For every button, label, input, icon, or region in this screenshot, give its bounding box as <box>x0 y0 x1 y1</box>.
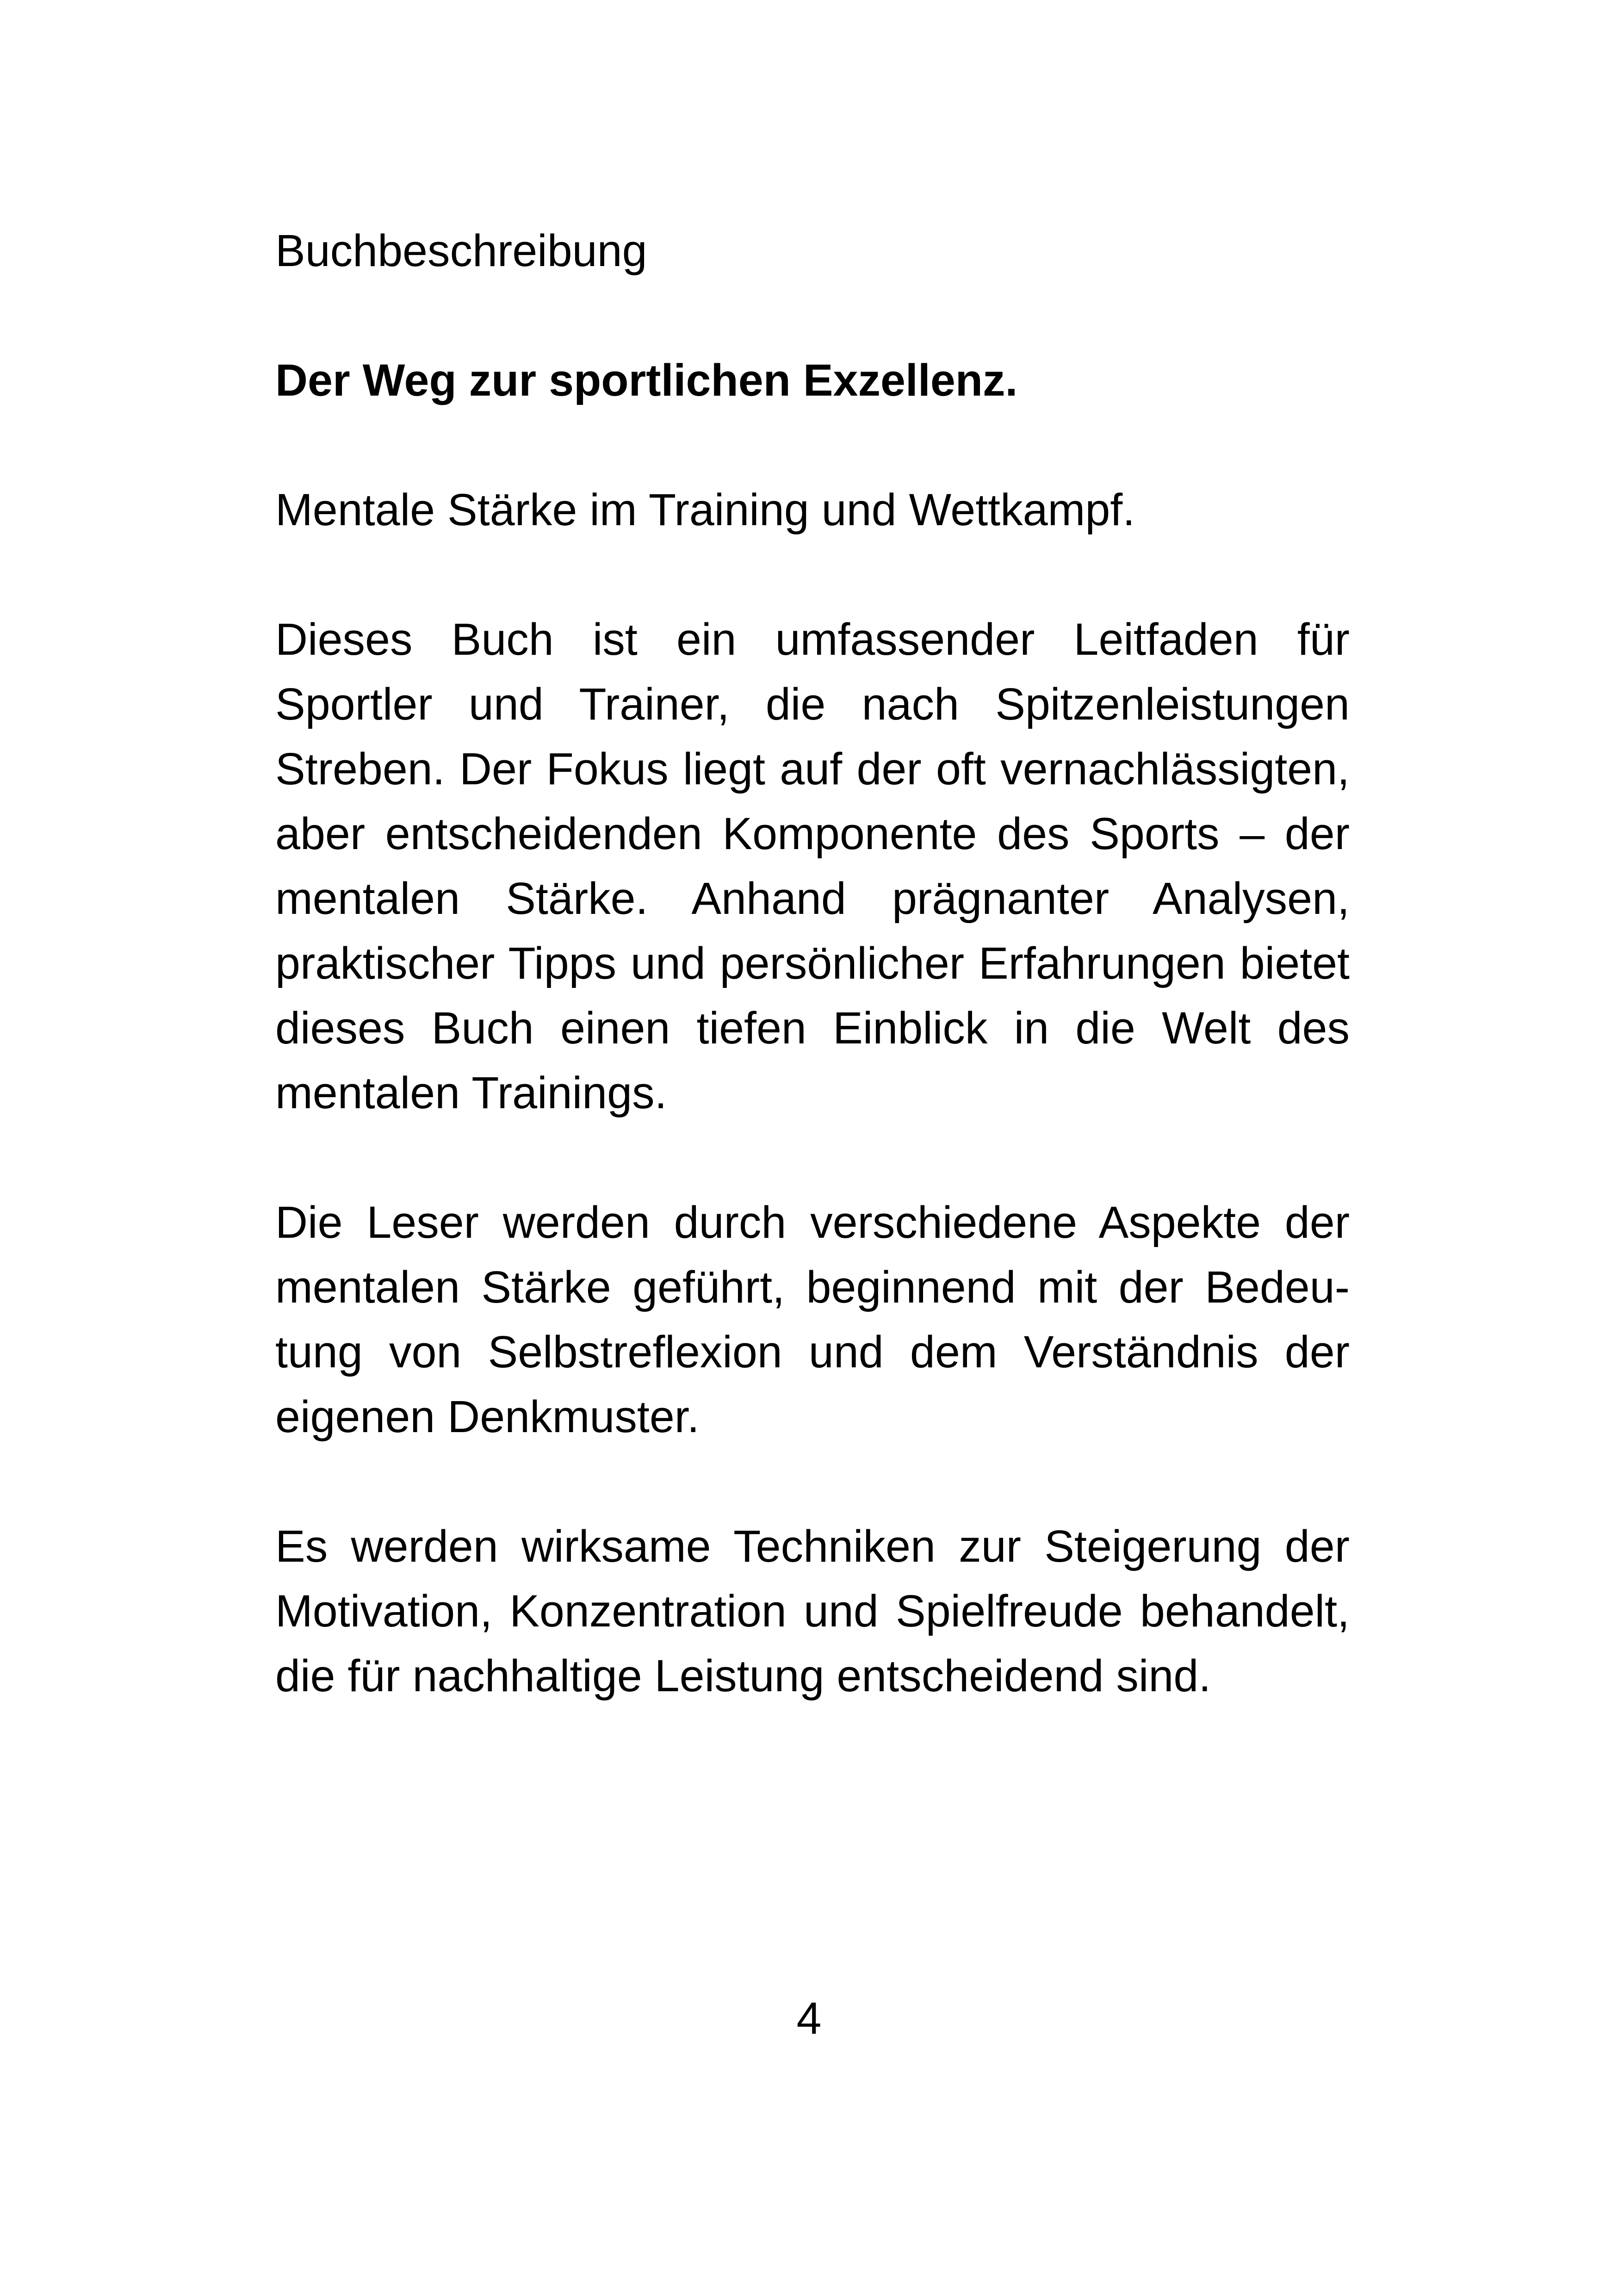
section-heading: Buchbeschreibung <box>275 225 647 276</box>
description-paragraph-2: Die Leser werden durch verschiedene Aspekte der mentalen Stärke geführt, beginnend mit der Bedeutung von Selbstreflexion und dem Verständnis der eigenen Denkmuster. <box>275 1197 1350 1442</box>
book-subtitle: Mentale Stärke im Training und Wettkampf. <box>275 484 1135 535</box>
description-paragraph-3: Es werden wirksame Techniken zur Steigerung der Motivation, Konzentration und Spielfreude behandelt, die für nachhaltige Leistung entscheidend sind. <box>275 1521 1350 1701</box>
description-paragraph-1: Dieses Buch ist ein umfassender Leitfaden für Sportler und Trainer, die nach Spitzenleistungen Streben. Der Fokus liegt auf der oft vernachlässigten, aber entscheidenden Komponente des Sports – der mentalen Stärke. Anhand prägnanter Analysen, praktischer Tipps und persönlicher Erfahrungen bietet dieses Buch einen tiefen Einblick in die Welt des mentalen Trainings. <box>275 614 1350 1118</box>
page-number: 4 <box>796 1993 822 2043</box>
book-title: Der Weg zur sportlichen Exzellenz. <box>275 355 1018 405</box>
